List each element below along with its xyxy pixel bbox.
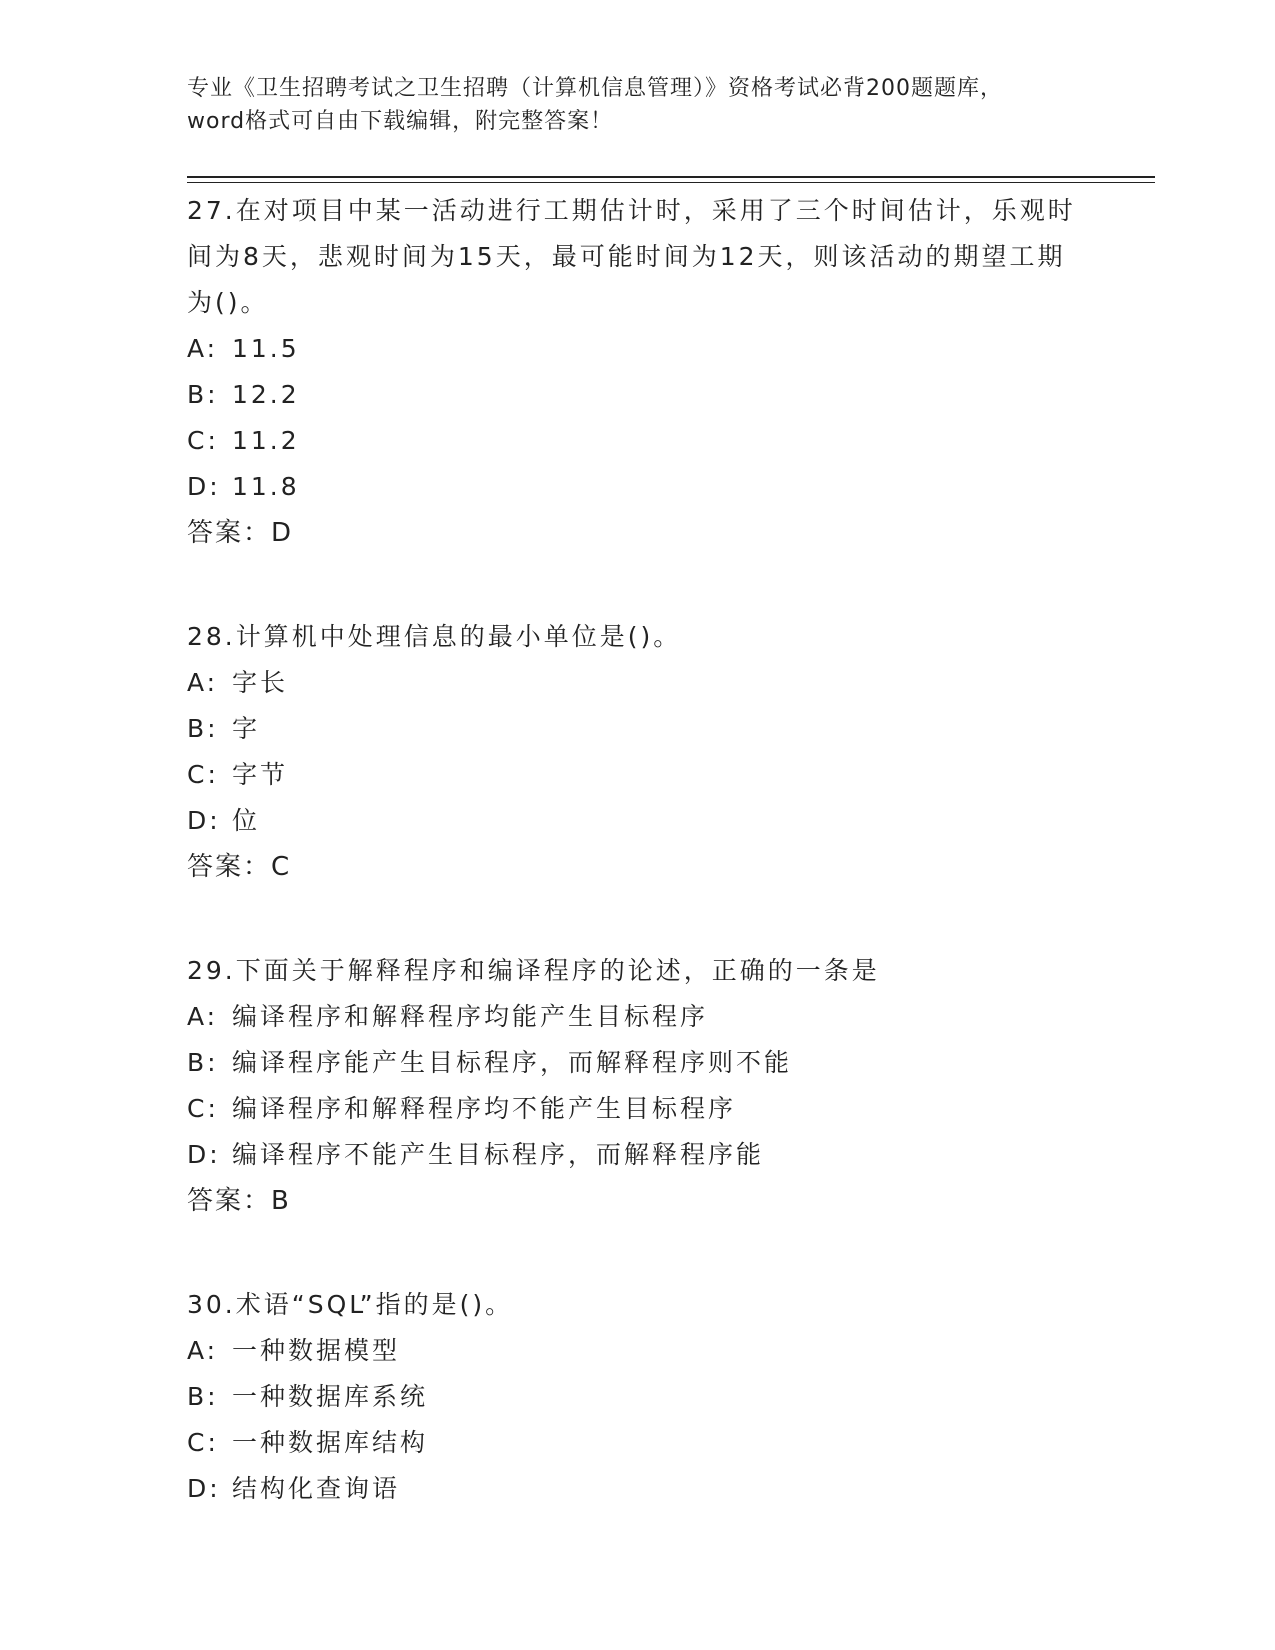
- question-text: 30.术语“SQL”指的是()。: [187, 1290, 514, 1319]
- question-spacer: [187, 1224, 1087, 1282]
- option-c: [187, 1086, 1087, 1132]
- option-a: [187, 994, 1087, 1040]
- question-29: [187, 948, 1087, 1224]
- option-text: 一种数据模型: [232, 1336, 401, 1365]
- option-text: 字: [232, 714, 261, 743]
- question-text: 28.计算机中处理信息的最小单位是()。: [187, 622, 682, 651]
- question-28: [187, 614, 1087, 890]
- option-a: [187, 326, 1087, 372]
- option-letter: C:: [187, 426, 219, 455]
- header-line-1: 专业《卫生招聘考试之卫生招聘（计算机信息管理）》资格考试必背200题题库，: [187, 76, 1003, 101]
- option-letter: A:: [187, 1002, 219, 1031]
- option-letter: D:: [187, 472, 221, 501]
- option-d: [187, 1132, 1087, 1178]
- question-spacer: [187, 890, 1087, 948]
- question-text: 29.下面关于解释程序和编译程序的论述，正确的一条是: [187, 956, 880, 985]
- question-spacer: [187, 556, 1087, 614]
- option-letter: A:: [187, 668, 219, 697]
- header-divider-thick: [187, 176, 1155, 178]
- option-letter: A:: [187, 1336, 219, 1365]
- option-d: [187, 464, 1087, 510]
- option-text: 编译程序和解释程序均能产生目标程序: [232, 1002, 709, 1031]
- option-letter: C:: [187, 760, 219, 789]
- question-27: [187, 188, 1087, 556]
- option-text: 编译程序和解释程序均不能产生目标程序: [232, 1094, 737, 1123]
- option-text: 编译程序能产生目标程序，而解释程序则不能: [232, 1048, 793, 1077]
- option-letter: D:: [187, 1474, 221, 1503]
- option-letter: A:: [187, 334, 219, 363]
- option-c: [187, 418, 1087, 464]
- option-text: 结构化查询语: [232, 1474, 401, 1503]
- option-text: 字长: [232, 668, 289, 697]
- header-divider-thin: [187, 182, 1155, 183]
- answer-label: 答案：C: [187, 852, 292, 882]
- option-text: 编译程序不能产生目标程序，而解释程序能: [232, 1140, 765, 1169]
- option-text: 11.8: [232, 472, 300, 501]
- option-letter: C:: [187, 1094, 219, 1123]
- header-line-2: word格式可自由下载编辑，附完整答案！: [187, 109, 614, 134]
- question-list: [187, 188, 1087, 1512]
- option-text: 11.5: [232, 334, 300, 363]
- option-text: 字节: [232, 760, 289, 789]
- option-text: 位: [232, 806, 261, 835]
- option-letter: D:: [187, 806, 221, 835]
- option-letter: B:: [187, 1048, 219, 1077]
- option-d: [187, 1466, 1087, 1512]
- option-text: 11.2: [232, 426, 300, 455]
- answer-label: 答案：D: [187, 518, 294, 548]
- option-a: [187, 1328, 1087, 1374]
- option-letter: B:: [187, 714, 219, 743]
- option-b: [187, 706, 1087, 752]
- option-b: [187, 372, 1087, 418]
- question-30: [187, 1282, 1087, 1512]
- option-a: [187, 660, 1087, 706]
- option-b: [187, 1374, 1087, 1420]
- option-c: [187, 1420, 1087, 1466]
- option-letter: D:: [187, 1140, 221, 1169]
- question-text: 27.在对项目中某一活动进行工期估计时，采用了三个时间估计，乐观时间为8天，悲观时间为15天，最可能时间为12天，则该活动的期望工期为()。: [187, 196, 1076, 317]
- option-c: [187, 752, 1087, 798]
- option-letter: B:: [187, 1382, 219, 1411]
- option-b: [187, 1040, 1087, 1086]
- option-d: [187, 798, 1087, 844]
- answer-label: 答案：B: [187, 1186, 291, 1216]
- option-text: 一种数据库系统: [232, 1382, 429, 1411]
- option-text: 12.2: [232, 380, 300, 409]
- option-text: 一种数据库结构: [232, 1428, 429, 1457]
- document-header: [187, 72, 1087, 138]
- option-letter: B:: [187, 380, 219, 409]
- option-letter: C:: [187, 1428, 219, 1457]
